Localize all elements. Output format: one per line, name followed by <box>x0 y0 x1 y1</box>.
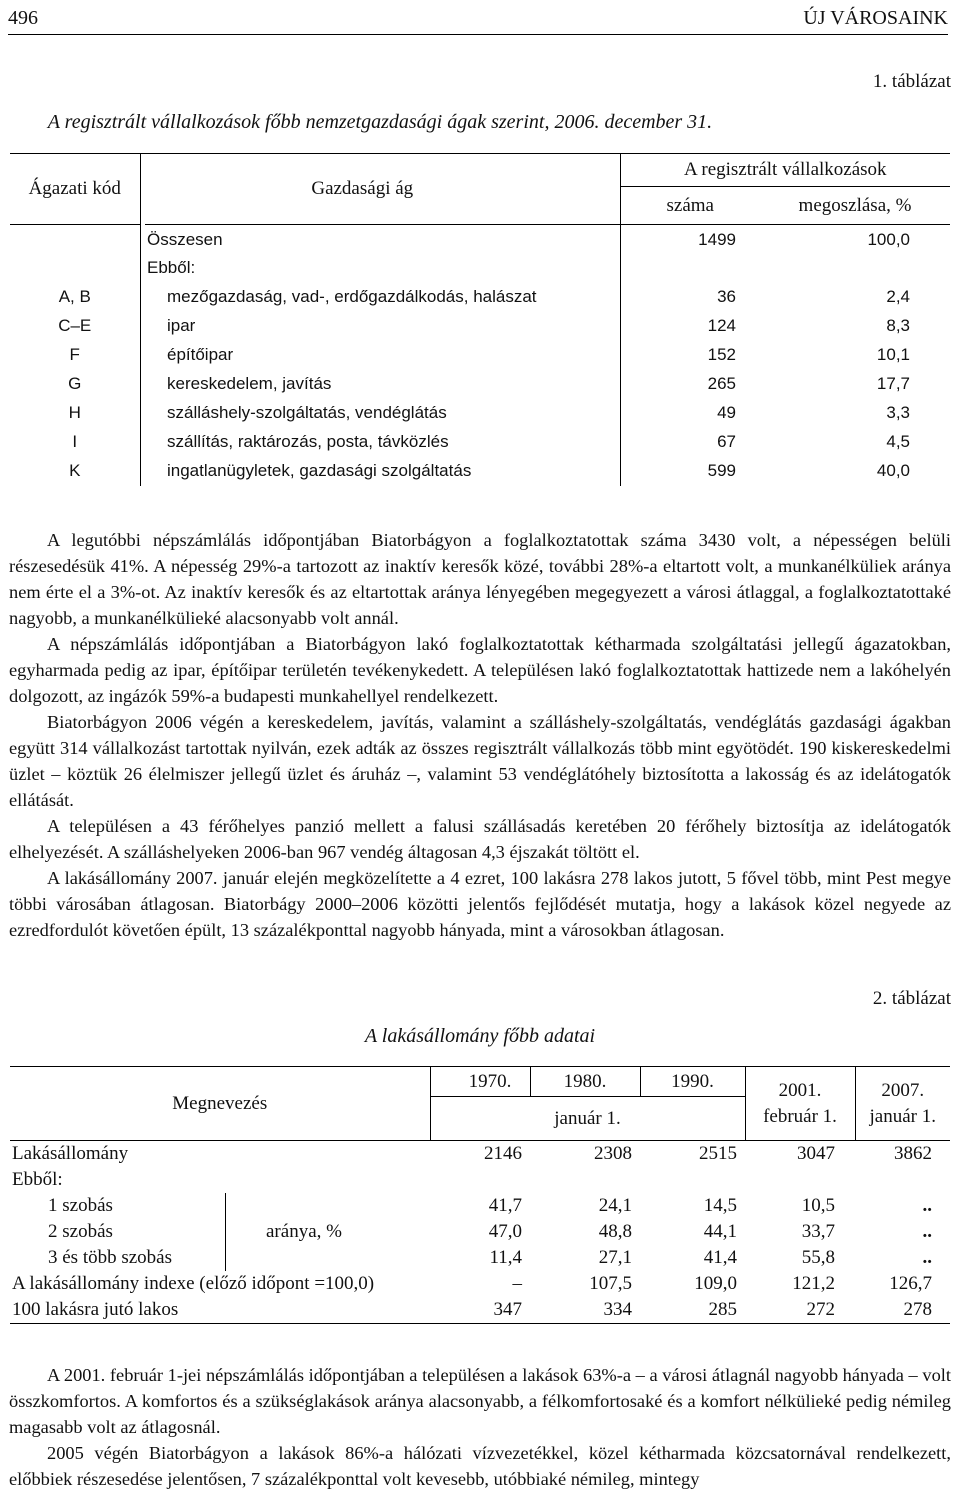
cell: 3862 <box>894 1142 932 1164</box>
table1-total-count: 1499 <box>698 229 736 249</box>
table-row <box>10 283 950 312</box>
table1-total-share: 100,0 <box>867 229 910 249</box>
page-number: 496 <box>8 7 38 29</box>
row-branch: szállítás, raktározás, posta, távközlés <box>145 428 620 457</box>
row-count: 36 <box>717 287 736 307</box>
row-share: 10,1 <box>876 345 910 365</box>
table1-total-label: Összesen <box>145 225 620 254</box>
row-label: 3 és több szobás <box>48 1246 173 1268</box>
row-share: 2,4 <box>886 287 910 307</box>
row-share: 3,3 <box>886 403 910 423</box>
cell: 2146 <box>484 1142 522 1164</box>
cell: 347 <box>430 1297 530 1324</box>
cell: 24,1 <box>598 1194 632 1216</box>
cell: 285 <box>640 1297 745 1324</box>
row-count: 265 <box>707 374 736 394</box>
cell: 47,0 <box>488 1220 522 1242</box>
cell: .. <box>922 1194 932 1216</box>
row-branch: építőipar <box>145 341 620 370</box>
share-label: aránya, % <box>266 1220 342 1242</box>
row-branch: ingatlanügyletek, gazdasági szolgáltatás <box>145 457 620 486</box>
paragraph: A népszámlálás időpontjában a Biatorbágyon lakó foglalkoztatottak kétharmada szolgáltatási jellegű ágazatokban, egyharmada pedig az ipar, építőipar területén tevékenykedett. A településen lakó foglalkoztatottak hattizede nem a lakóhelyén dolgozott, az ingázók 59%-a budapesti munkahellyel rendelkezett. <box>9 634 951 706</box>
row-code: G <box>68 374 82 394</box>
table2-caption: A lakásállomány főbb adatai <box>364 1025 596 1047</box>
row-count: 124 <box>707 316 736 336</box>
table1-caption: A regisztrált vállalkozások főbb nemzetgazdasági ágak szerint, 2006. december 31. <box>47 111 713 133</box>
paragraph: 2005 végén Biatorbágyon a lakások 86%-a hálózati vízvezetékkel, közel kétharmada közcsatornával rendelkezett, előbbiek részesedése jelentősen, 7 százalékponttal volt kevesebb, utóbbiaké némileg, mintegy <box>9 1443 951 1489</box>
body-text-1 <box>9 527 951 943</box>
table1-label: 1. táblázat <box>872 71 951 92</box>
cell: .. <box>922 1246 932 1268</box>
table-row <box>10 312 950 341</box>
table1-head-code: Ágazati kód <box>10 154 140 225</box>
year-2001: 2001. <box>778 1079 822 1101</box>
table2-head-1970: 1970. <box>430 1067 530 1097</box>
cell: 14,5 <box>703 1194 737 1216</box>
journal-title: ÚJ VÁROSAINK <box>803 7 948 29</box>
table-row <box>10 457 950 486</box>
page-header <box>8 6 948 35</box>
row-code: I <box>72 432 78 452</box>
row-label: Lakásállomány <box>12 1142 129 1164</box>
cell: 27,1 <box>598 1246 632 1268</box>
table2-head-1990: 1990. <box>640 1067 745 1097</box>
date-jan1: január 1. <box>869 1105 936 1127</box>
paragraph: A 2001. február 1-jei népszámlálás időpontjában a településen a lakások 63%-a – a városi átlagnál nagyobb hányada – volt összkomfortos. A komfortos és a szükséglakások aránya alacsonyabb, a félkomfortosaké és a komfort nélkülieké pedig némileg magasabb volt az átlagosnál. <box>9 1365 951 1437</box>
table1-head-count: száma <box>620 187 760 225</box>
row-label: 2 szobás <box>48 1220 113 1242</box>
table1-head-share: megoszlása, % <box>760 187 950 225</box>
cell: .. <box>922 1220 932 1242</box>
cell: 272 <box>745 1297 855 1324</box>
table2 <box>10 1066 950 1324</box>
table-row <box>10 428 950 457</box>
paragraph: Biatorbágyon 2006 végén a kereskedelem, javítás, valamint a szálláshely-szolgáltatás, vendéglátás gazdasági ágakban együtt 314 vállalkozást tartottak nyilván, ezek adták az összes regisztrált vállalkozás több mint egyötödét. 190 kiskereskedelmi üzlet – köztük 26 élelmiszer jellegű üzlet és áruház –, valamint 53 vendéglátóhely biztosította a lakosság és az idelátogatók ellátását. <box>9 712 951 810</box>
row-count: 599 <box>707 461 736 481</box>
row-branch: szálláshely-szolgáltatás, vendéglátás <box>145 399 620 428</box>
table1-head-branch: Gazdasági ág <box>145 154 620 225</box>
table-row <box>10 370 950 399</box>
row-label: 1 szobás <box>48 1194 113 1216</box>
row-code: K <box>69 461 81 481</box>
row-code: A, B <box>58 287 91 307</box>
cell: 33,7 <box>801 1220 835 1242</box>
cell: 41,4 <box>703 1246 737 1268</box>
cell: 44,1 <box>703 1220 737 1242</box>
table2-head-2007 <box>855 1067 950 1141</box>
row-code: H <box>68 403 81 423</box>
body-text-2 <box>9 1362 951 1492</box>
cell: 2515 <box>699 1142 737 1164</box>
cell: 109,0 <box>694 1272 737 1294</box>
cell: 126,7 <box>889 1272 932 1294</box>
row-branch: ipar <box>145 312 620 341</box>
cell: 41,7 <box>488 1194 522 1216</box>
cell: 3047 <box>797 1142 835 1164</box>
cell: 107,5 <box>589 1272 632 1294</box>
cell: 2308 <box>594 1142 632 1164</box>
table1 <box>10 153 950 486</box>
table2-head-2001 <box>745 1067 855 1141</box>
row-share: 8,3 <box>886 316 910 336</box>
row-code: F <box>69 345 80 365</box>
paragraph: A településen a 43 férőhelyes panzió mellett a falusi szállásadás keretében 20 férőhely biztosítja az idelátogatók elhelyezését. A szálláshelyeken 2006-ban 967 vendég áltagosan 4,3 éjszakát töltött el. <box>9 816 951 862</box>
paragraph: A lakásállomány 2007. január elején megközelítette a 4 ezret, 100 lakásra 278 lakos jutott, 5 fővel több, mint Pest megye többi városában átlagosan. Biatorbágy 2000–2006 közötti jelentős fejlődését mutatja, hogy a lakások közel negyede az ezredfordulót követően épült, 13 százalékponttal nagyobb hányada, mint a városokban átlagosan. <box>9 868 951 940</box>
cell: 121,2 <box>792 1272 835 1294</box>
cell: – <box>512 1272 522 1294</box>
row-branch: kereskedelem, javítás <box>145 370 620 399</box>
table-row <box>10 399 950 428</box>
row-share: 40,0 <box>876 461 910 481</box>
table2-head-1980: 1980. <box>530 1067 640 1097</box>
row-label: A lakásállomány indexe (előző időpont =100,0) <box>12 1272 375 1294</box>
paragraph: A legutóbbi népszámlálás időpontjában Biatorbágyon a foglalkoztatottak száma 3430 volt, a népességen belüli részesedésük 41%. A népesség 29%-a tartozott az inaktív keresők közé, további 28%-a eltartott volt, a munkanélküliek aránya nem érte el a 3%-ot. Az inaktív keresők és az eltartottak aránya lényegében megegyezett a városi átlaggal, a foglalkoztatottaké nagyobb, a munkanélkülieké alacsonyabb volt annál. <box>9 530 951 628</box>
cell: 48,8 <box>598 1220 632 1242</box>
date-feb1: február 1. <box>763 1105 837 1127</box>
cell: 278 <box>855 1297 950 1324</box>
row-label: 100 lakásra jutó lakos <box>10 1297 430 1324</box>
row-count: 152 <box>707 345 736 365</box>
table1-head-group: A regisztrált vállalkozások <box>620 154 950 187</box>
cell: 334 <box>530 1297 640 1324</box>
row-count: 49 <box>717 403 736 423</box>
table2-head-name: Megnevezés <box>10 1067 430 1141</box>
cell: 11,4 <box>489 1246 522 1268</box>
cell: 10,5 <box>801 1194 835 1216</box>
table-row <box>10 341 950 370</box>
row-label: Ebből: <box>12 1168 63 1190</box>
row-code: C–E <box>58 316 92 336</box>
cell: 55,8 <box>801 1246 835 1268</box>
table2-head-jan1: január 1. <box>430 1097 745 1141</box>
row-count: 67 <box>717 432 736 452</box>
year-2007: 2007. <box>881 1079 925 1101</box>
table2-label: 2. táblázat <box>872 988 951 1009</box>
row-branch: mezőgazdaság, vad-, erdőgazdálkodás, halászat <box>145 283 620 312</box>
row-share: 17,7 <box>876 374 910 394</box>
row-share: 4,5 <box>886 432 910 452</box>
table1-of-which: Ebből: <box>145 254 620 283</box>
